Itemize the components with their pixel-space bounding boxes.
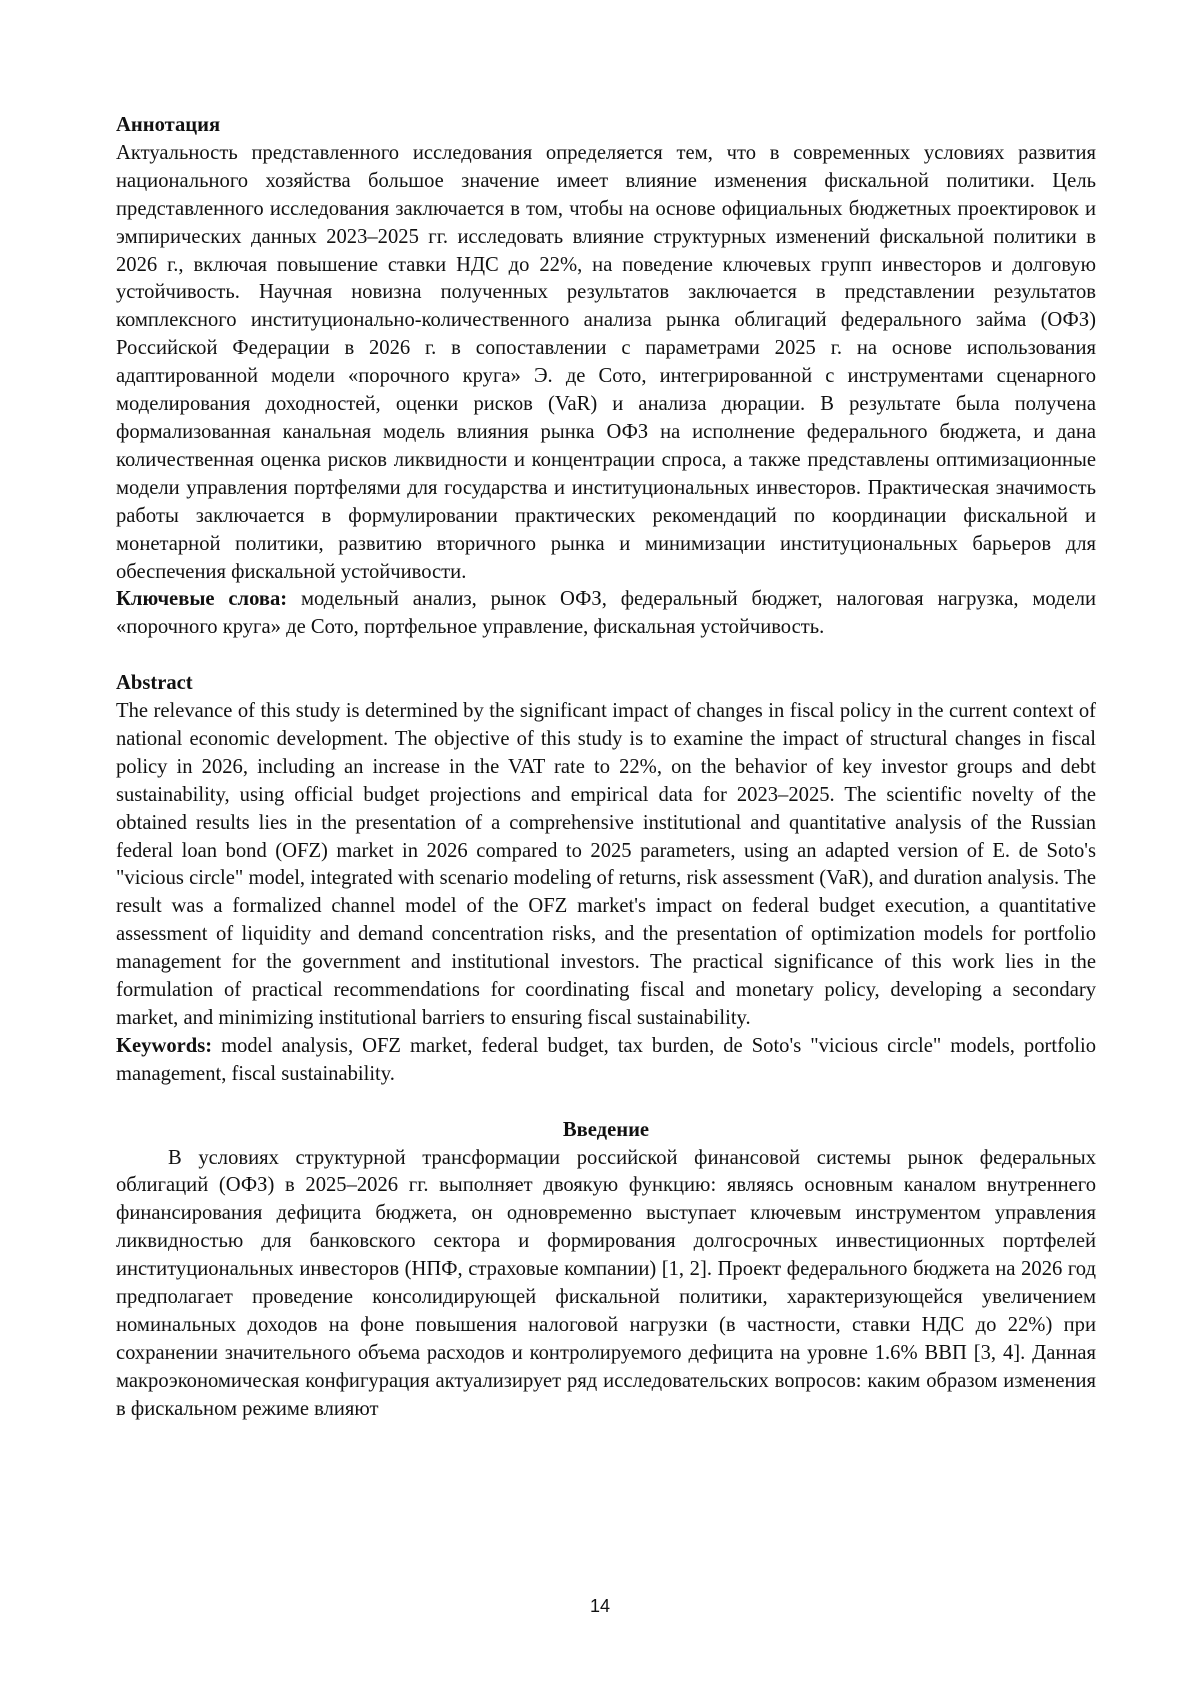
introduction-heading: Введение [562,1118,650,1141]
annotation-keywords-label: Ключевые слова: [116,588,288,611]
abstract-body: The relevance of this study is determined by the significant impact of changes in fiscal policy in the current context of national economic development. The objective of this study is to examine the impact of structural changes in fiscal policy in 2026, including an increase in the VAT rate to 22%, on the behavior of key investor groups and debt sustainability, using official budget projections and empirical data for 2023–2025. The scientific novelty of the obtained results lies in the presentation of a comprehensive institutional and quantitative analysis of the Russian federal loan bond (OFZ) market in 2026 compared to 2025 parameters, using an adapted version of E. de Soto's "vicious circle" model, integrated with scenario modeling of returns, risk assessment (VaR), and duration analysis. The result was a formalized channel model of the OFZ market's impact on federal budget execution, a quantitative assessment of liquidity and demand concentration risks, and the presentation of optimization models for portfolio management for the government and institutional investors. The practical significance of this work lies in the formulation of practical recommendations for coordinating fiscal and monetary policy, developing a secondary market, and minimizing institutional barriers to ensuring fiscal sustainability. [116,700,1096,1029]
annotation-body: Актуальность представленного исследования определяется тем, что в современных условиях развития национального хозяйства большое значение имеет влияние изменения фискальной политики. Цель представленного исследования заключается в том, чтобы на основе официальных бюджетных проектировок и эмпирических данных 2023–2025 гг. исследовать влияние структурных изменений фискальной политики в 2026 г., включая повышение ставки НДС до 22%, на поведение ключевых групп инвесторов и долговую устойчивость. Научная новизна полученных результатов заключается в представлении результатов комплексного институционально-количественного анализа рынка облигаций федерального займа (ОФЗ) Российской Федерации в 2026 г. в сопоставлении с параметрами 2025 г. на основе использования адаптированной модели «порочного круга» Э. де Сото, интегрированной с инструментами сценарного моделирования доходностей, оценки рисков (VaR) и анализа дюрации. В результате была получена формализованная канальная модель влияния рынка ОФЗ на исполнение федерального бюджета, и дана количественная оценка рисков ликвидности и концентрации спроса, а также представлены оптимизационные модели управления портфелями для государства и институциональных инвесторов. Практическая значимость работы заключается в формулировании практических рекомендаций по координации фискальной и монетарной политики, развитию вторичного рынка и минимизации институциональных барьеров для обеспечения фискальной устойчивости. [116,141,1096,583]
abstract-keywords [116,1033,1096,1089]
abstract-heading: Abstract [116,672,193,695]
annotation-heading: Аннотация [116,114,221,136]
annotation-keywords-text: модельный анализ, рынок ОФЗ, федеральный бюджет, налоговая нагрузка, модели «порочного круга» де Сото, портфельное управление, фискальная устойчивость. [116,588,1097,639]
page-content [116,112,1096,1424]
page-number: 14 [589,1596,611,1616]
abstract-keywords-label: Keywords: [116,1034,213,1057]
spacer [116,1089,1096,1117]
spacer [116,642,1096,670]
introduction-body: В условиях структурной трансформации российской финансовой системы рынок федеральных облигаций (ОФЗ) в 2025–2026 гг. выполняет двоякую функцию: являясь основным каналом внутреннего финансирования дефицита бюджета, он одновременно выступает ключевым инструментом управления ликвидностью для банковского сектора и формирования долгосрочных инвестиционных портфелей институциональных инвесторов (НПФ, страховые компании) [1, 2]. Проект федерального бюджета на 2026 год предполагает проведение консолидирующей фискальной политики, характеризующейся увеличением номинальных доходов на фоне повышения налоговой нагрузки (в частности, ставки НДС до 22%) при сохранении значительного объема расходов и контролируемого дефицита на уровне 1.6% ВВП [3, 4]. Данная макроэкономическая конфигурация актуализирует ряд исследовательских вопросов: каким образом изменения в фискальном режиме влияют [116,1146,1096,1420]
abstract-keywords-text: model analysis, OFZ market, federal budget, tax burden, de Soto's "vicious circle" models, portfolio management, fiscal sustainability. [116,1034,1096,1085]
annotation-keywords [116,586,1096,642]
